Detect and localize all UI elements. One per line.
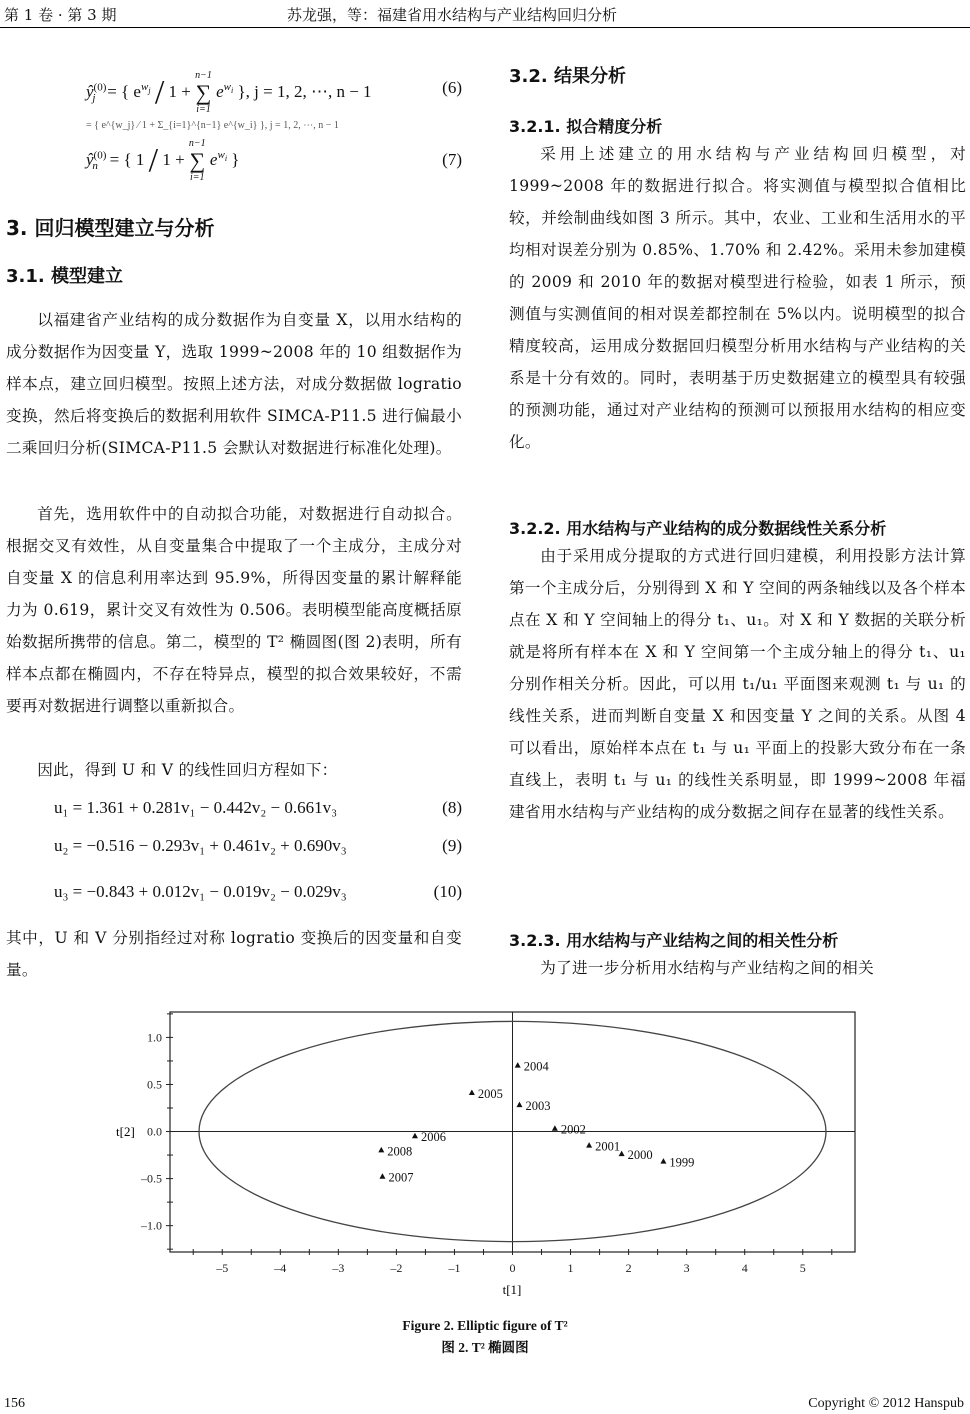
figure-caption-en: Figure 2. Elliptic figure of T² (402, 1318, 568, 1333)
x-tick-label: –1 (448, 1261, 461, 1275)
x-tick-label: 5 (799, 1261, 806, 1275)
paragraph-regression-intro: 因此，得到 U 和 V 的线性回归方程如下： (37, 761, 338, 779)
data-label-1999: 1999 (669, 1155, 695, 1170)
y-tick-label: –1.0 (141, 1218, 162, 1233)
data-point-2006 (412, 1133, 418, 1139)
equation-6-number: (6) (442, 78, 462, 97)
eq6-lhs: $ŷ^{(0)}_j$ (86, 81, 107, 105)
data-point-2007 (379, 1173, 385, 1179)
x-axis-label: t[1] (502, 1282, 522, 1297)
page-number: 156 (4, 1396, 25, 1411)
x-tick-label: 2 (625, 1261, 632, 1275)
equation-10: u₃ = −0.843 + 0.012v₁ − 0.019v₂ − 0.029v₃ (54, 882, 347, 901)
y-axis-label: t[2] (116, 1124, 135, 1139)
equation-6-linear-text: = { e^{w_j} ⁄ 1 + Σ_{i=1}^{n−1} e^{w_i} }, j = 1, 2, ⋯, n − 1 (86, 120, 339, 131)
section-3-2-3-heading: 3.2.3. 用水结构与产业结构之间的相关性分析 (509, 931, 839, 950)
equation-6: $ŷ^{(0)}_j$ = { $e^{w_j} / 1$ + n−1 ∑ i=1 $e^{w_i}$ }, j = 1, 2, ⋯, n − 1 (86, 70, 372, 115)
equation-10-number: (10) (433, 882, 462, 901)
right-column (509, 40, 966, 1000)
data-label-2008: 2008 (387, 1144, 413, 1159)
data-label-2005: 2005 (477, 1086, 503, 1101)
section-3-2-heading: 3.2. 结果分析 (509, 66, 626, 87)
data-label-2004: 2004 (523, 1059, 549, 1074)
data-point-2002 (552, 1125, 558, 1131)
y-tick-label: –0.5 (141, 1171, 162, 1186)
paragraph-auto-fit: 首先，选用软件中的自动拟合功能，对数据进行自动拟合。根据交叉有效性，从自变量集合中提取了一个主成分，主成分对自变量 X 的信息利用率达到 95.9%，所得因变量的累计解释能力为 0.619，累计交叉有效性为 0.506。表明模型能高度概括原始数据所携带的信息。第二，模型的 T² 椭圆图(图 2)表明，所有样本点都在椭圆内，不存在特异点，模型的拟合效果较好，不需要再对数据进行调整以重新拟合。 (6, 505, 462, 715)
running-header (0, 0, 970, 28)
section-3-1-heading: 3.1. 模型建立 (6, 266, 123, 287)
x-tick-label: 3 (683, 1261, 690, 1275)
data-label-2000: 2000 (627, 1148, 653, 1163)
paragraph-uv-definition: 其中，U 和 V 分别指经过对称 logratio 变换后的因变量和自变量。 (6, 929, 462, 979)
x-tick-label: 4 (741, 1261, 748, 1275)
paragraph-correlation-intro: 为了进一步分析用水结构与产业结构之间的相关 (540, 959, 874, 977)
data-point-1999 (660, 1158, 666, 1164)
y-tick-label: 0.0 (147, 1124, 162, 1139)
section-3-heading: 3. 回归模型建立与分析 (6, 216, 215, 240)
equation-9: u₂ = −0.516 − 0.293v₁ + 0.461v₂ + 0.690v₃ (54, 836, 347, 855)
data-point-2004 (515, 1062, 521, 1068)
data-label-2002: 2002 (560, 1122, 586, 1137)
data-point-2005 (469, 1089, 475, 1095)
figure-caption-cn: 图 2. T² 椭圆图 (441, 1340, 529, 1355)
y-tick-label: 1.0 (147, 1030, 162, 1045)
equation-7-number: (7) (442, 150, 462, 169)
data-label-2003: 2003 (525, 1099, 551, 1114)
y-tick-label: 0.5 (147, 1077, 162, 1092)
journal-volume-issue: 第 1 卷 · 第 3 期 (4, 6, 117, 24)
data-label-2001: 2001 (595, 1139, 621, 1154)
t2-ellipse-chart (0, 1000, 970, 1300)
x-tick-label: –4 (274, 1261, 287, 1275)
copyright-notice: Copyright © 2012 Hanspub (808, 1396, 964, 1411)
paragraph-fit-accuracy: 采用上述建立的用水结构与产业结构回归模型，对 1999~2008 年的数据进行拟合。将实测值与模型拟合值相比较，并绘制曲线如图 3 所示。其中，农业、工业和生活用水的平均相对误差分别为 0.85%、1.70% 和 2.42%。采用未参加建模的 2009 和 2010 年的数据对模型进行检验，如表 1 所示，预测值与实测值间的相对误差都控制在 5%以内。说明模型的拟合精度较高，运用成分数据回归模型分析用水结构与产业结构的关系是十分有效的。同时，表明基于历史数据建立的模型具有较强的预测功能，通过对产业结构的预测可以预报用水结构的相应变化。 (509, 145, 966, 451)
data-label-2007: 2007 (388, 1170, 414, 1185)
section-3-2-2-heading: 3.2.2. 用水结构与产业结构的成分数据线性关系分析 (509, 519, 887, 538)
data-point-2001 (586, 1142, 592, 1148)
paragraph-model-building: 以福建省产业结构的成分数据作为自变量 X，以用水结构的成分数据作为因变量 Y，选取 1999~2008 年的 10 组数据作为样本点，建立回归模型。按照上述方法，对成分数据做 logratio 变换，然后将变换后的数据利用软件 SIMCA-P11.5 进行偏最小二乘回归分析(SIMCA-P11.5 会默认对数据进行标准化处理)。 (6, 311, 462, 457)
x-tick-label: 1 (567, 1261, 574, 1275)
data-point-2008 (378, 1147, 384, 1153)
data-label-2006: 2006 (420, 1130, 446, 1145)
equation-8: u₁ = 1.361 + 0.281v₁ − 0.442v₂ − 0.661v₃ (54, 798, 338, 817)
x-tick-label: –2 (390, 1261, 403, 1275)
data-point-2003 (516, 1102, 522, 1108)
equation-8-number: (8) (442, 798, 462, 817)
x-tick-label: 0 (509, 1261, 516, 1275)
equation-7: $ŷ^{(0)}_n$ = { 1 / 1 + n−1 ∑ i=1 $e^{w_i}$ } (86, 138, 240, 183)
section-3-2-1-heading: 3.2.1. 拟合精度分析 (509, 117, 663, 136)
equation-9-number: (9) (442, 836, 462, 855)
x-tick-label: –5 (216, 1261, 229, 1275)
paragraph-linear-relation: 由于采用成分提取的方式进行回归建模，利用投影方法计算第一个主成分后，分别得到 X 和 Y 空间的两条轴线以及各个样本点在 X 和 Y 空间轴上的得分 t₁、u₁。对 X 和 Y 数据的关联分析就是将所有样本在 X 和 Y 空间第一个主成分轴上的得分 t₁、u₁ 分别作相关分析。因此，可以用 t₁/u₁ 平面图来观测 t₁ 与 u₁ 的线性关系，进而判断自变量 X 和因变量 Y 之间的关系。从图 4 可以看出，原始样本点在 t₁ 与 u₁ 平面上的投影大致分布在一条直线上，表明 t₁ 与 u₁ 的线性关系明显，即 1999~2008 年福建省用水结构与产业结构的成分数据之间存在显著的线性关系。 (509, 547, 966, 821)
left-column (6, 40, 462, 1000)
x-tick-label: –3 (332, 1261, 345, 1275)
running-title: 苏龙强，等：福建省用水结构与产业结构回归分析 (287, 6, 618, 24)
